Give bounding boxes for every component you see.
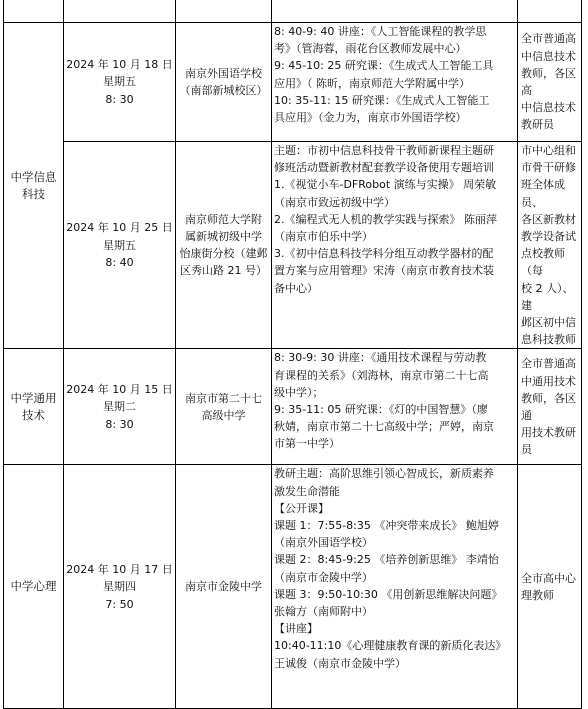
content-line: 市第一中学） bbox=[274, 437, 340, 451]
participants-line: 教师，各区通 bbox=[521, 391, 576, 422]
table-row bbox=[4, 0, 582, 23]
time-line: 8: 30 bbox=[105, 417, 134, 431]
content-line: 9: 35-11: 05 研究课：《灯的中国智慧》（廖 bbox=[274, 403, 488, 417]
date-line: 2024 年 10 月 15 日 bbox=[66, 383, 173, 397]
place-cell bbox=[176, 465, 272, 709]
content-line: 2.《编程式无人机的教学实践与探索》 陈丽萍 bbox=[274, 212, 497, 226]
participants-line: 员 bbox=[521, 443, 532, 457]
table-cell bbox=[4, 0, 64, 23]
date-line: 2024 年 10 月 17 日 bbox=[66, 563, 173, 577]
participants-line: 息科技教师 bbox=[521, 333, 576, 347]
weekday-line: 星期二 bbox=[103, 400, 136, 414]
subject-label: 中学信息科技 bbox=[10, 169, 57, 201]
content-line: 秋婧，南京市第二十七高级中学；严婷，南京 bbox=[274, 420, 494, 434]
participants-line: 教学设备试 bbox=[521, 230, 576, 244]
date-cell bbox=[64, 23, 176, 142]
content-line: 育课程的关系》（刘海林，南京市第二十七高 bbox=[274, 368, 489, 382]
participants-cell bbox=[518, 142, 582, 349]
participants-cell bbox=[518, 349, 582, 465]
content-cell bbox=[272, 465, 518, 709]
content-line: 8: 40-9: 40 讲座：《人工智能课程的教学思 bbox=[274, 25, 487, 38]
subject-label: 中学心理 bbox=[10, 579, 57, 594]
content-line: 3.《初中信息科技学科分组互动教学器材的配 bbox=[274, 247, 494, 261]
date-cell bbox=[64, 465, 176, 709]
place-cell bbox=[176, 349, 272, 465]
weekday-line: 星期五 bbox=[103, 238, 136, 252]
place-cell bbox=[176, 23, 272, 142]
table-cell bbox=[64, 0, 176, 23]
participants-line: 市骨干研修 bbox=[521, 161, 576, 175]
content-cell bbox=[272, 349, 518, 465]
place-line: 属新城初级中学 bbox=[185, 230, 262, 244]
content-line: 课题 2：8:45-9:25 《培养创新思维》 李靖怡 bbox=[274, 553, 499, 567]
content-line: 9: 45-10: 25 研究课：《生成式人工智能工具 bbox=[274, 59, 494, 73]
date-cell bbox=[64, 349, 176, 465]
participants-line: 各区新教材 bbox=[521, 212, 576, 226]
participants-line: 班全体成员、 bbox=[521, 178, 565, 209]
table-cell bbox=[518, 0, 582, 23]
weekday-line: 星期五 bbox=[103, 75, 136, 89]
content-line: 10: 35-11: 15 研究课：《生成式人工智能工 bbox=[274, 93, 490, 107]
content-line: 课题 3：9:50-10:30 《用创新思维解决问题》 bbox=[274, 587, 503, 601]
participants-line: 中信息技术 bbox=[521, 101, 576, 115]
subject-cell bbox=[4, 349, 64, 465]
participants-cell bbox=[518, 465, 582, 709]
place-line: 南京市第二十七 bbox=[185, 391, 262, 405]
participants-line: 市中心组和 bbox=[521, 144, 576, 157]
content-line: 激发生命潜能 bbox=[274, 484, 340, 498]
participants-cell bbox=[518, 23, 582, 142]
content-line: 应用》（ 陈昕，南京师范大学附属中学） bbox=[274, 76, 470, 90]
table-cell bbox=[176, 0, 272, 23]
place-line: 怡康街分校（建邺 bbox=[179, 247, 268, 261]
content-line: 考》（管海蓉，雨花台区教师发展中心） bbox=[274, 42, 467, 56]
content-line: 10:40-11:10《心理健康教育课的新质化表达》 bbox=[274, 639, 507, 653]
place-line: 南京外国语学校 bbox=[185, 66, 262, 80]
participants-line: 全市普通高 bbox=[521, 357, 576, 371]
participants-line: 中通用技术 bbox=[521, 374, 576, 388]
time-line: 7: 50 bbox=[105, 597, 134, 611]
content-line: 备中心） bbox=[274, 281, 318, 295]
content-line: 课题 1：7:55-8:35 《冲突带来成长》 鲍旭婷 bbox=[274, 519, 499, 533]
content-cell bbox=[272, 23, 518, 142]
content-line: 1.《视觉小车-DFRobot 演练与实操》 周荣敏 bbox=[274, 178, 497, 192]
table-row bbox=[4, 465, 582, 709]
content-line: 【讲座】 bbox=[274, 622, 318, 636]
place-line: 南京市金陵中学 bbox=[185, 580, 262, 594]
content-line: （南京市伯乐中学） bbox=[274, 230, 373, 244]
participants-line: 理教师 bbox=[521, 588, 554, 602]
time-line: 8: 30 bbox=[105, 92, 134, 106]
subject-label: 中学通用技术 bbox=[10, 390, 57, 422]
participants-line: 全市高中心 bbox=[521, 571, 576, 585]
place-line: 南京师范大学附 bbox=[185, 212, 262, 226]
content-line: （南京外国语学校） bbox=[274, 536, 373, 550]
content-cell bbox=[272, 142, 518, 349]
table-row bbox=[4, 23, 582, 142]
date-line: 2024 年 10 月 18 日 bbox=[66, 58, 173, 72]
content-line: 主题：市初中信息科技骨干教师新课程主题研 bbox=[274, 144, 494, 157]
participants-line: 教师，各区高 bbox=[521, 66, 576, 97]
content-line: 张翰方（南师附中） bbox=[274, 605, 373, 619]
content-line: 具应用》（金力为，南京市外国语学校） bbox=[274, 111, 467, 125]
place-line: （南部新城校区） bbox=[179, 84, 268, 97]
participants-line: 点校教师（每 bbox=[521, 247, 565, 278]
place-cell bbox=[176, 142, 272, 349]
participants-line: 用技术教研 bbox=[521, 426, 576, 440]
place-line: 区秀山路 21 号） bbox=[180, 264, 267, 278]
content-line: 8: 30-9: 30 讲座：《通用技术课程与劳动教 bbox=[274, 351, 487, 365]
table-cell bbox=[272, 0, 518, 23]
participants-line: 中信息技术 bbox=[521, 49, 576, 63]
participants-line: 邺区初中信 bbox=[521, 316, 576, 330]
participants-line: 校 2 人）、建 bbox=[521, 281, 574, 312]
content-line: （南京市金陵中学） bbox=[274, 570, 373, 584]
participants-line: 全市普通高 bbox=[521, 32, 576, 46]
content-line: （南京市致远初级中学） bbox=[274, 195, 395, 209]
content-line: 【公开课】 bbox=[274, 501, 329, 515]
content-line: 级中学）； bbox=[274, 385, 324, 399]
participants-line: 教研员 bbox=[521, 118, 554, 132]
weekday-line: 星期四 bbox=[103, 580, 136, 594]
schedule-table bbox=[3, 0, 582, 709]
time-line: 8: 40 bbox=[105, 255, 134, 269]
subject-cell bbox=[4, 465, 64, 709]
date-cell bbox=[64, 142, 176, 349]
content-line: 修班活动暨新教材配套教学设备使用专题培训 bbox=[274, 161, 494, 175]
table-row bbox=[4, 349, 582, 465]
content-line: 置方案与应用管理》宋涛（南京市教育技术装 bbox=[274, 264, 494, 278]
content-line: 王诚俊（南京市金陵中学） bbox=[274, 656, 406, 670]
date-line: 2024 年 10 月 25 日 bbox=[66, 221, 173, 235]
place-line: 高级中学 bbox=[201, 408, 246, 422]
table-row bbox=[4, 142, 582, 349]
content-line: 教研主题：高阶思维引领心智成长，新质素养 bbox=[274, 467, 494, 481]
subject-cell bbox=[4, 23, 64, 349]
